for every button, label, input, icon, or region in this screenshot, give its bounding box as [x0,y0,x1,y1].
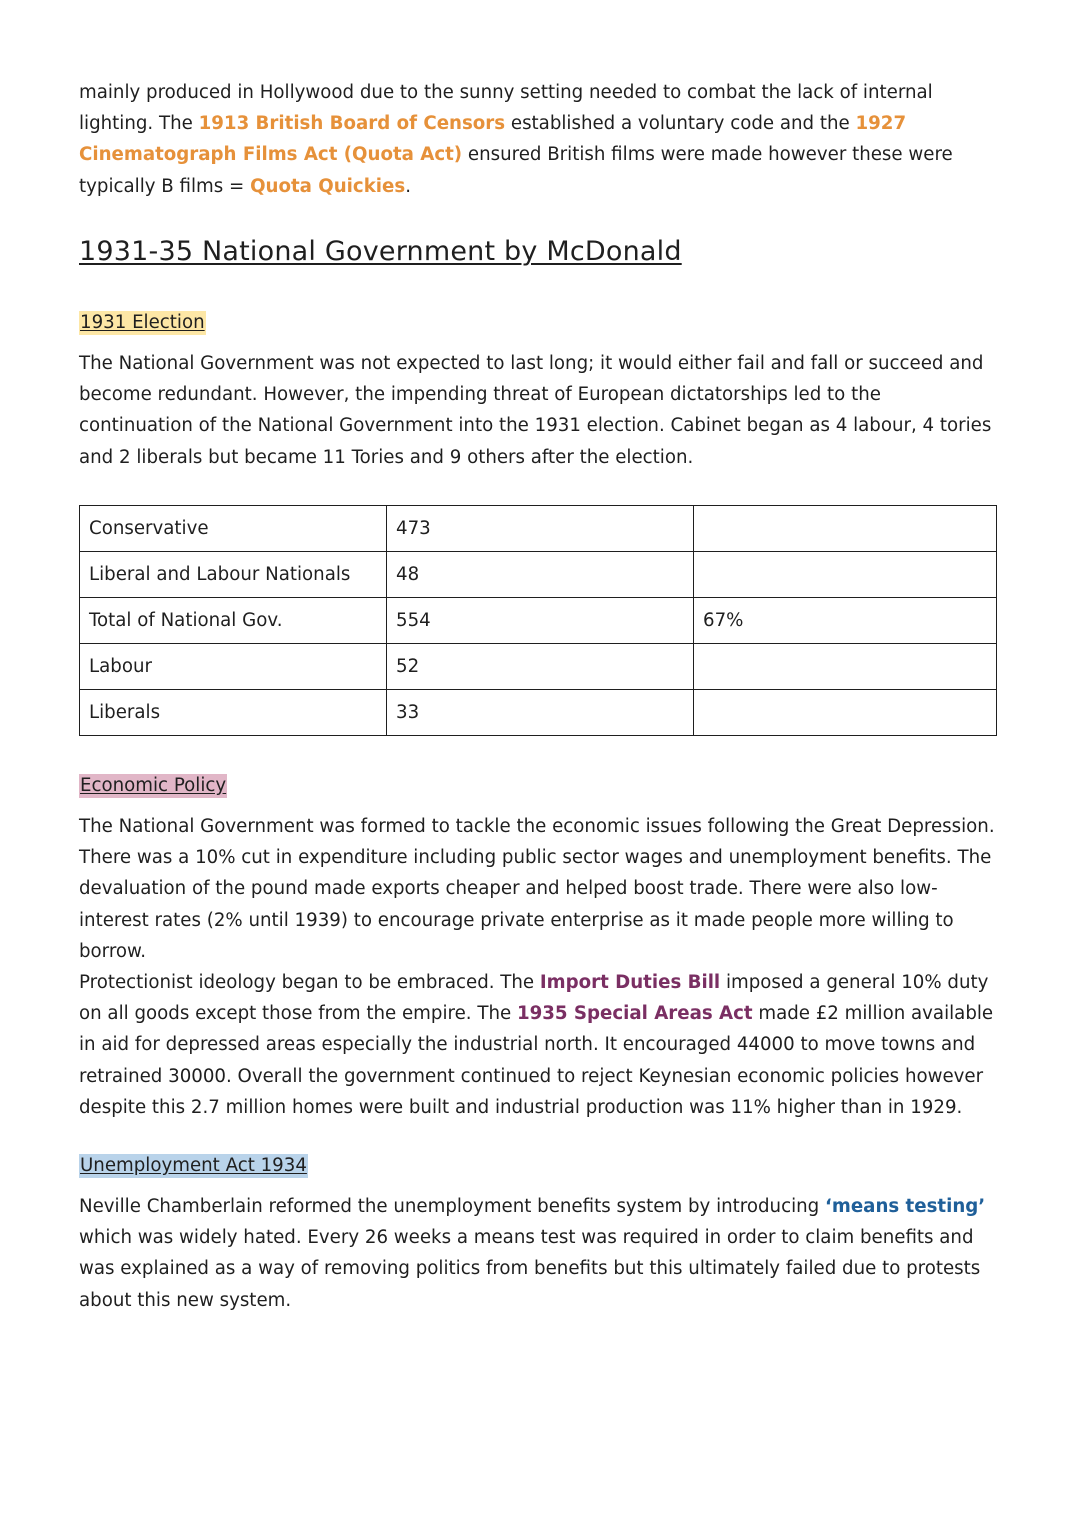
party-cell: Labour [80,644,387,690]
intro-text-2: established a voluntary code and the [505,113,856,135]
means-testing-highlight: ‘means testing’ [824,1196,986,1217]
section-heading: 1931-35 National Government by McDonald [79,236,682,267]
seats-cell: 48 [387,552,694,598]
share-cell [694,506,997,552]
table-row [80,644,997,690]
economic-text-part-1: Protectionist ideology began to be embraced. The [79,972,540,993]
table-row [80,690,997,736]
election-paragraph: The National Government was not expected to last long; it would either fail and fall or succeed and become redundant. However, the impending threat of European dictatorships led to the continuation of the National Government into the 1931 election. Cabinet began as 4 labour, 4 tories and 2 liberals but became 11 Tories and 9 others after the election. [79,353,992,468]
seats-cell: 52 [387,644,694,690]
table-row [80,598,997,644]
british-board-of-censors-highlight: 1913 British Board of Censors [198,113,506,135]
share-cell [694,690,997,736]
party-cell: Liberals [80,690,387,736]
seats-cell: 554 [387,598,694,644]
import-duties-bill-highlight: Import Duties Bill [539,972,721,993]
unemployment-act-subheading [79,1154,308,1178]
economic-policy-subheading [79,774,227,798]
election-subheading [79,311,206,335]
intro-text-4: . [405,175,411,197]
special-areas-act-highlight: 1935 Special Areas Act [516,1003,753,1025]
intro-text-3: ensured British films were made however these were typically B films = [79,144,953,197]
share-cell [694,552,997,598]
table-row [80,552,997,598]
share-cell [694,644,997,690]
economic-text-part-3: made £2 million available in aid for depressed areas especially the industrial north. It encouraged 44000 to move towns and retrained 30000. Overall the government continued to reject Keynesian economic policies however despite this 2.7 million homes were built and industrial production was 11% higher than in 1929. [79,1003,994,1118]
unemployment-act-paragraph [79,1191,999,1316]
economic-policy-paragraph-1: The National Government was formed to tackle the economic issues following the Great Depression. There was a 10% cut in expenditure including public sector wages and unemployment benefits. The devaluation of the pound made exports cheaper and helped boost trade. There were also low-interest rates (2% until 1939) to encourage private enterprise as it made people more willing to borrow. [79,816,995,962]
unemployment-text-part-1: Neville Chamberlain reformed the unemployment benefits system by introducing [79,1196,825,1217]
intro-text-1: mainly produced in Hollywood due to the sunny setting needed to combat the lack of internal lighting. The [79,82,933,135]
unemployment-text-part-2: which was widely hated. Every 26 weeks a means test was required in order to claim benefits and was explained as a way of removing politics from benefits but this ultimately failed due to protests about this new system. [79,1227,981,1311]
election-results-table [79,505,997,736]
election-subheading-label: 1931 Election [80,312,205,333]
party-cell: Conservative [80,506,387,552]
share-cell: 67% [694,598,997,644]
intro-paragraph [79,77,999,202]
unemployment-act-subheading-label: Unemployment Act 1934 [80,1155,307,1176]
economic-policy-paragraph-2 [79,967,999,1123]
cinematograph-films-act-highlight: 1927 Cinematograph Films Act (Quota Act) [79,113,907,166]
party-cell: Total of National Gov. [80,598,387,644]
seats-cell: 33 [387,690,694,736]
seats-cell: 473 [387,506,694,552]
table-row [80,506,997,552]
economic-policy-subheading-label: Economic Policy [80,775,227,796]
party-cell: Liberal and Labour Nationals [80,552,387,598]
quota-quickies-highlight: Quota Quickies [250,175,406,197]
economic-text-part-2: imposed a general 10% duty on all goods except those from the empire. The [79,972,989,1025]
